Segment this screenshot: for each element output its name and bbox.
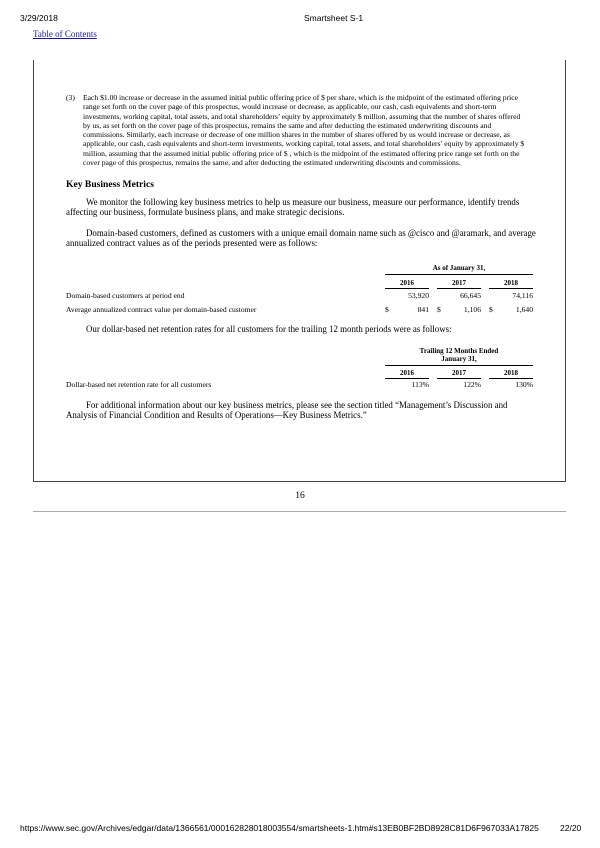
table2-col-2017: 2017 [452, 369, 466, 377]
table1-row-label: Average annualized contract value per domain-based customer [66, 305, 257, 314]
page-divider [33, 511, 566, 512]
table2-col-2016: 2016 [400, 369, 414, 377]
table2-col-rule [385, 378, 429, 379]
table2-row-label: Dollar-based net retention rate for all customers [66, 380, 212, 389]
table1-header: As of January 31, [432, 264, 486, 272]
document-title: Smartsheet S-1 [304, 13, 364, 23]
footnote-text: Each $1.00 increase or decrease in the assumed initial public offering price of $ per share, which is the midpoint of the estimated offering price range set forth on the cover page of this prospectus, would increase or decrease, as applicable, our cash, cash equivalents and short-term investments, working capital, total assets, and total shareholders’ equity by approximately $ million, assuming that the number of shares offered by us, as set forth on the cover page of this prospectus, remains the same and after deducting the estimated underwriting discounts and commissions. Similarly, each increase or decrease of one million shares in the number of shares offered by us would increase or decrease, as applicable, our cash, cash equivalents and short-term investments, working capital, total assets, and total shareholders’ equity by approximately $ million, assuming that the assumed initial public offering price of $ , which is the midpoint of the estimated offering price range set forth on the cover page of this prospectus, remains the same, and after deducting the estimated underwriting discounts and commissions. [83, 93, 525, 168]
footnote-number: (3) [66, 93, 75, 102]
table1-header-rule [385, 274, 533, 275]
table1-col-2018: 2018 [504, 279, 518, 287]
page-number: 16 [295, 490, 305, 501]
table1-cell: 74,116 [512, 291, 533, 300]
table1-col-2017: 2017 [452, 279, 466, 287]
table2-header-line1: Trailing 12 Months Ended [419, 347, 499, 355]
table1-cell: 841 [417, 305, 429, 314]
table1-cell: 1,640 [515, 305, 533, 314]
footnote-3 [66, 93, 528, 167]
table2-col-rule [489, 378, 533, 379]
table1-col-rule [489, 288, 533, 289]
source-url: https://www.sec.gov/Archives/edgar/data/1366561/000162828018003554/smartsheets-1.htm#s13EB0BF2BD8928C81D6F967033A17825 [20, 823, 539, 833]
table2-header-line2: January 31, [441, 355, 477, 363]
table2-cell: 113% [411, 380, 429, 389]
table2-cell: 122% [463, 380, 481, 389]
table1-cell: 66,645 [460, 291, 481, 300]
table1-currency-symbol: $ [489, 305, 493, 314]
paragraph-metrics-intro: We monitor the following key business metrics to help us measure our business, measure our performance, identify trends affecting our business, formulate business plans, and make strategic decisions. [66, 197, 520, 218]
section-heading: Key Business Metrics [66, 179, 154, 190]
table1-row-label: Domain-based customers at period end [66, 291, 185, 300]
print-date: 3/29/2018 [20, 13, 58, 23]
print-page-count: 22/20 [560, 823, 582, 833]
table-of-contents-link[interactable]: Table of Contents [33, 29, 97, 39]
paragraph-domain-customers: Domain-based customers, defined as customers with a unique email domain name such as @cisco and @aramark, and average annualized contract values as of the periods presented were as follows: [66, 228, 536, 249]
table1-cell: 1,106 [463, 305, 481, 314]
table1-col-rule [385, 288, 429, 289]
paragraph-retention-intro: Our dollar-based net retention rates for all customers for the trailing 12 month periods were as follows: [86, 324, 452, 334]
table2-cell: 130% [515, 380, 533, 389]
table1-currency-symbol: $ [437, 305, 441, 314]
table1-col-rule [437, 288, 481, 289]
table2-col-rule [437, 378, 481, 379]
table2-col-2018: 2018 [504, 369, 518, 377]
paragraph-additional-info: For additional information about our key business metrics, please see the section titled “Management’s Discussion and Analysis of Financial Condition and Results of Operations—Key Business Metrics.” [66, 400, 508, 421]
table2-header-rule [385, 365, 533, 366]
table1-col-2016: 2016 [400, 279, 414, 287]
table1-currency-symbol: $ [385, 305, 389, 314]
table1-cell: 53,920 [408, 291, 429, 300]
